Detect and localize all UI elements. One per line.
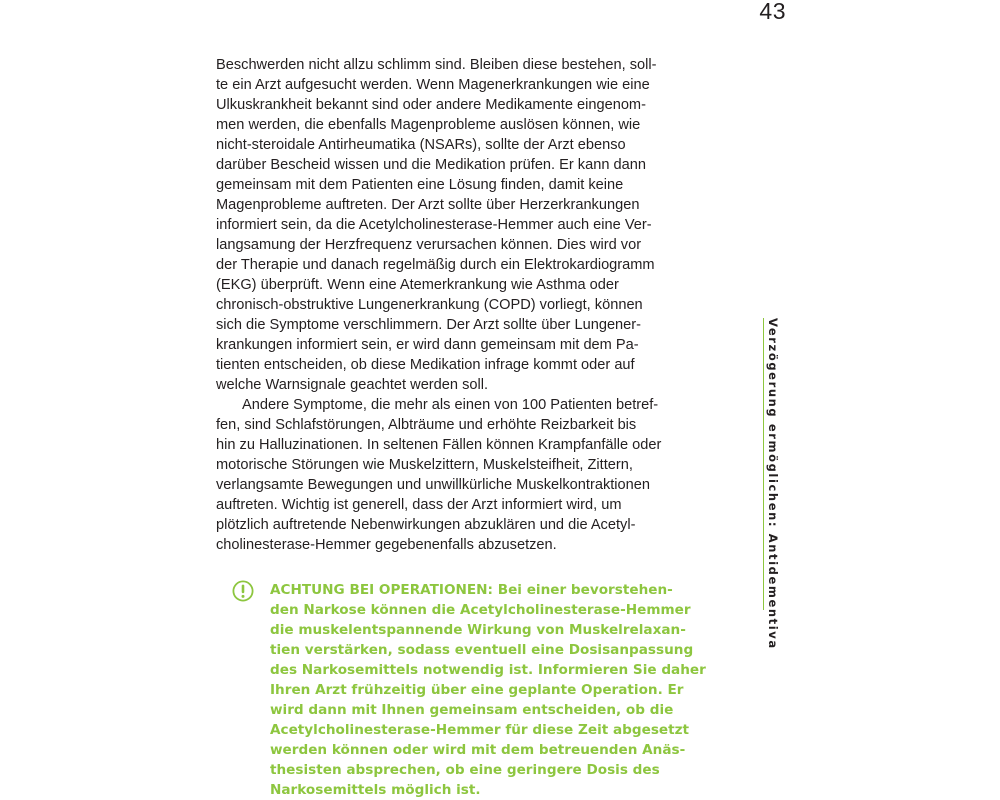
body-line: informiert sein, da die Acetylcholinesterase-Hemmer auch eine Ver-	[216, 217, 652, 233]
warning-line: des Narkosemittels notwendig ist. Informieren Sie daher	[270, 662, 706, 678]
body-line: fen, sind Schlafstörungen, Albträume und erhöhte Reizbarkeit bis	[216, 417, 637, 433]
body-line: Beschwerden nicht allzu schlimm sind. Bleiben diese bestehen, soll-	[216, 57, 657, 73]
body-line: darüber Bescheid wissen und die Medikation prüfen. Er kann dann	[216, 157, 646, 173]
body-line: krankungen informiert sein, er wird dann gemeinsam mit dem Pa-	[216, 337, 639, 353]
body-line: tienten entscheiden, ob diese Medikation infrage kommt oder auf	[216, 357, 635, 373]
page-number: 43	[759, 0, 786, 24]
side-rule	[763, 318, 764, 610]
body-line: verlangsamte Bewegungen und unwillkürliche Muskelkontraktionen	[216, 477, 651, 493]
warning-line: Narkosemittels möglich ist.	[270, 782, 481, 798]
body-text	[216, 55, 706, 555]
body-line: te ein Arzt aufgesucht werden. Wenn Magenerkrankungen wie eine	[216, 77, 650, 93]
body-line: der Therapie und danach regelmäßig durch ein Elektrokardiogramm	[216, 257, 655, 273]
body-line: auftreten. Wichtig ist generell, dass der Arzt informiert wird, um	[216, 497, 622, 513]
warning-line: Acetylcholinesterase-Hemmer für diese Zeit abgesetzt	[270, 722, 690, 738]
warning-line: ACHTUNG BEI OPERATIONEN: Bei einer bevorstehen-	[270, 582, 673, 598]
warning-text	[270, 580, 730, 800]
running-section-title: Verzögerung ermöglichen: Antidementiva	[766, 318, 780, 650]
body-line: welche Warnsignale geachtet werden soll.	[216, 377, 489, 393]
warning-line: tien verstärken, sodass eventuell eine Dosisanpassung	[270, 642, 694, 658]
body-line: plötzlich auftretende Nebenwirkungen abzuklären und die Acetyl-	[216, 517, 636, 533]
warning-line: thesisten absprechen, ob eine geringere Dosis des	[270, 762, 660, 778]
body-line: gemeinsam mit dem Patienten eine Lösung finden, damit keine	[216, 177, 624, 193]
body-line: hin zu Halluzinationen. In seltenen Fällen können Krampfanfälle oder	[216, 437, 662, 453]
body-line: langsamung der Herzfrequenz verursachen können. Dies wird vor	[216, 237, 642, 253]
body-line: (EKG) überprüft. Wenn eine Atemerkrankung wie Asthma oder	[216, 277, 619, 293]
body-line: Ulkuskrankheit bekannt sind oder andere Medikamente eingenom-	[216, 97, 646, 113]
body-line: sich die Symptome verschlimmern. Der Arzt sollte über Lungener-	[216, 317, 642, 333]
warning-line: werden können oder wird mit dem betreuenden Anäs-	[270, 742, 686, 758]
body-line: nicht-steroidale Antirheumatika (NSARs), sollte der Arzt ebenso	[216, 137, 626, 153]
body-line: cholinesterase-Hemmer gegebenenfalls abzusetzen.	[216, 537, 557, 553]
warning-line: wird dann mit Ihnen gemeinsam entscheiden, ob die	[270, 702, 674, 718]
warning-line: den Narkose können die Acetylcholinesterase-Hemmer	[270, 602, 691, 618]
body-line: chronisch-obstruktive Lungenerkrankung (COPD) vorliegt, können	[216, 297, 643, 313]
body-line: Magenprobleme auftreten. Der Arzt sollte über Herzerkrankungen	[216, 197, 640, 213]
body-line: men werden, die ebenfalls Magenprobleme auslösen können, wie	[216, 117, 641, 133]
body-line: motorische Störungen wie Muskelzittern, Muskelsteifheit, Zittern,	[216, 457, 633, 473]
warning-line: Ihren Arzt frühzeitig über eine geplante Operation. Er	[270, 682, 684, 698]
body-line: Andere Symptome, die mehr als einen von 100 Patienten betref-	[242, 397, 659, 413]
warning-line: die muskelentspannende Wirkung von Muskelrelaxan-	[270, 622, 686, 638]
exclamation-circle-icon	[232, 580, 254, 602]
